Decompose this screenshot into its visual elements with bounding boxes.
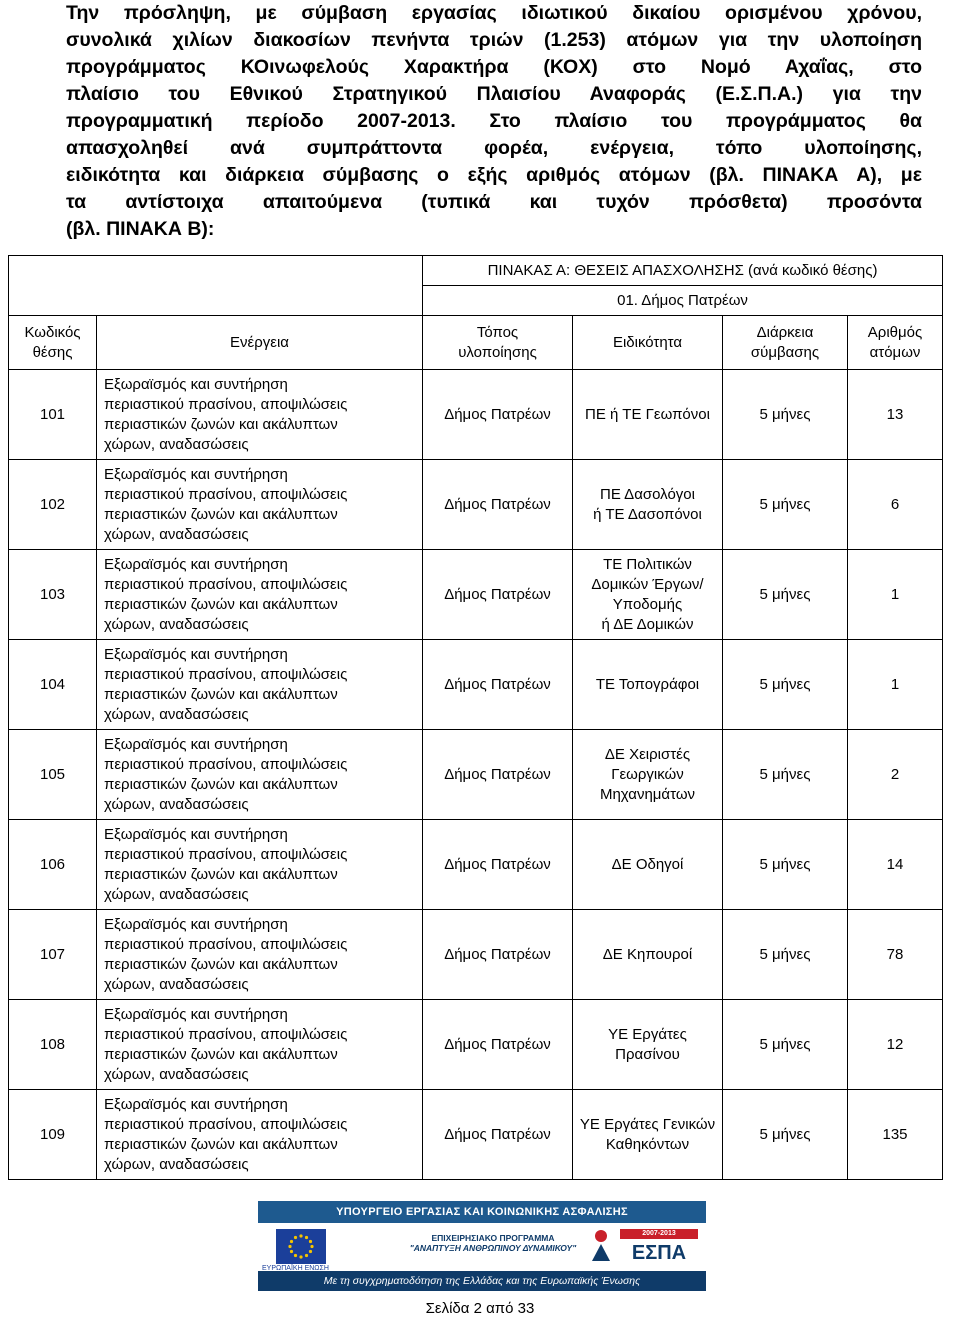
cell-activity-line: περιαστικών ζωνών και ακάλυπτων	[104, 1135, 338, 1153]
cell-activity	[97, 640, 423, 730]
cell-activity-line: Εξωραϊσμός και συντήρηση	[104, 915, 288, 933]
cell-activity	[97, 820, 423, 910]
cell-activity-line: Εξωραϊσμός και συντήρηση	[104, 645, 288, 663]
cell-code: 109	[9, 1090, 97, 1180]
cell-specialty	[573, 1000, 723, 1090]
positions-table	[8, 255, 943, 1180]
cell-specialty-line: Μηχανημάτων	[599, 785, 696, 803]
cell-specialty	[573, 820, 723, 910]
cell-location: Δήμος Πατρέων	[423, 370, 573, 460]
cell-persons: 14	[848, 820, 943, 910]
cell-specialty-line: ΠΕ Δασολόγοι	[600, 485, 695, 503]
cell-specialty	[573, 370, 723, 460]
eu-label: ΕΥΡΩΠΑΪΚΗ ΕΝΩΣΗ	[262, 1265, 329, 1272]
program-line-1: ΕΠΙΧΕΙΡΗΣΙΑΚΟ ΠΡΟΓΡΑΜΜΑ	[431, 1233, 555, 1243]
cell-duration: 5 μήνες	[723, 550, 848, 640]
logos-strip	[258, 1223, 706, 1271]
cell-location: Δήμος Πατρέων	[423, 1090, 573, 1180]
cell-activity-line: χώρων, αναδασώσεις	[104, 1155, 249, 1173]
espa-years: 2007-2013	[620, 1229, 698, 1239]
cell-persons: 6	[848, 460, 943, 550]
cell-specialty-line: ή ΤΕ Δασοπόνοι	[593, 505, 702, 523]
cell-location: Δήμος Πατρέων	[423, 730, 573, 820]
cell-specialty-line: Πρασίνου	[615, 1045, 680, 1063]
intro-line: ειδικότητα και διάρκεια σύμβασης ο εξής αριθμός ατόμων (βλ. ΠΙΝΑΚΑ Α), με	[66, 164, 922, 186]
cell-activity-line: περιαστικών ζωνών και ακάλυπτων	[104, 505, 338, 523]
table-corner-blank	[9, 256, 423, 316]
cell-activity-line: περιαστικού πρασίνου, αποψιλώσεις	[104, 755, 348, 773]
cell-activity-line: Εξωραϊσμός και συντήρηση	[104, 1095, 288, 1113]
cell-activity	[97, 370, 423, 460]
espa-logo	[620, 1229, 698, 1267]
table-row	[9, 1000, 943, 1090]
cell-persons: 2	[848, 730, 943, 820]
cell-code: 102	[9, 460, 97, 550]
intro-line: (βλ. ΠΙΝΑΚΑ Β):	[66, 218, 215, 240]
cell-specialty	[573, 1090, 723, 1180]
cell-code: 108	[9, 1000, 97, 1090]
cell-persons: 12	[848, 1000, 943, 1090]
cell-duration: 5 μήνες	[723, 1000, 848, 1090]
cell-location: Δήμος Πατρέων	[423, 910, 573, 1000]
cell-specialty-line: Δομικών Έργων/	[591, 575, 704, 593]
cell-persons: 13	[848, 370, 943, 460]
cell-activity-line: Εξωραϊσμός και συντήρηση	[104, 465, 288, 483]
cell-activity-line: χώρων, αναδασώσεις	[104, 705, 249, 723]
table-row	[9, 820, 943, 910]
cell-specialty-line: ΤΕ Τοπογράφοι	[595, 675, 700, 693]
cell-activity-line: περιαστικών ζωνών και ακάλυπτων	[104, 415, 338, 433]
cell-activity	[97, 1000, 423, 1090]
table-row	[9, 460, 943, 550]
intro-line: απασχοληθεί ανά συμπράττοντα φορέα, ενέργεια, τόπο υλοποίησης,	[66, 137, 922, 159]
table-subtitle: 01. Δήμος Πατρέων	[423, 286, 943, 316]
cell-duration: 5 μήνες	[723, 460, 848, 550]
cell-specialty-line: ή ΔΕ Δομικών	[601, 615, 694, 633]
cell-specialty-line: ΥΕ Εργάτες	[608, 1025, 687, 1043]
cell-persons: 1	[848, 550, 943, 640]
cell-activity-line: χώρων, αναδασώσεις	[104, 1065, 249, 1083]
cell-activity-line: περιαστικών ζωνών και ακάλυπτων	[104, 775, 338, 793]
cell-specialty	[573, 550, 723, 640]
cofinance-label: Με τη συγχρηματοδότηση της Ελλάδας και της Ευρωπαϊκής Ένωσης	[323, 1275, 641, 1287]
table-row	[9, 550, 943, 640]
cell-location: Δήμος Πατρέων	[423, 550, 573, 640]
table-row	[9, 640, 943, 730]
cell-activity-line: περιαστικών ζωνών και ακάλυπτων	[104, 1045, 338, 1063]
cell-duration: 5 μήνες	[723, 910, 848, 1000]
cell-persons: 78	[848, 910, 943, 1000]
cell-duration: 5 μήνες	[723, 820, 848, 910]
page-number: Σελίδα 2 από 33	[425, 1300, 535, 1317]
header-persons: Αριθμός ατόμων	[848, 316, 943, 370]
cell-activity-line: περιαστικών ζωνών και ακάλυπτων	[104, 955, 338, 973]
cell-specialty-line: ΠΕ ή ΤΕ Γεωπόνοι	[585, 405, 710, 423]
cell-activity-line: Εξωραϊσμός και συντήρηση	[104, 1005, 288, 1023]
cell-activity-line: Εξωραϊσμός και συντήρηση	[104, 735, 288, 753]
intro-line: Την πρόσληψη, με σύμβαση εργασίας ιδιωτικού δικαίου ορισμένου χρόνου,	[66, 2, 922, 24]
cell-activity	[97, 1090, 423, 1180]
cell-activity-line: περιαστικού πρασίνου, αποψιλώσεις	[104, 575, 348, 593]
cell-duration: 5 μήνες	[723, 1090, 848, 1180]
cell-activity-line: περιαστικού πρασίνου, αποψιλώσεις	[104, 485, 348, 503]
cell-activity-line: περιαστικού πρασίνου, αποψιλώσεις	[104, 935, 348, 953]
cell-code: 104	[9, 640, 97, 730]
cell-activity	[97, 460, 423, 550]
cell-duration: 5 μήνες	[723, 370, 848, 460]
cell-persons: 135	[848, 1090, 943, 1180]
esf-logo-icon	[588, 1227, 614, 1263]
cell-location: Δήμος Πατρέων	[423, 640, 573, 730]
intro-line: συνολικά χιλίων διακοσίων πενήντα τριών (1.253) ατόμων για την υλοποίηση	[66, 29, 922, 51]
cell-specialty-line: ΔΕ Κηπουροί	[602, 945, 693, 963]
table-header-row	[9, 316, 943, 370]
cell-location: Δήμος Πατρέων	[423, 820, 573, 910]
table-title: ΠΙΝΑΚΑΣ Α: ΘΕΣΕΙΣ ΑΠΑΣΧΟΛΗΣΗΣ (ανά κωδικό θέσης)	[423, 256, 943, 286]
program-name	[398, 1233, 588, 1253]
cell-activity	[97, 730, 423, 820]
cell-persons: 1	[848, 640, 943, 730]
table-row	[9, 1090, 943, 1180]
cell-specialty	[573, 730, 723, 820]
header-code: Κωδικός θέσης	[9, 316, 97, 370]
header-duration: Διάρκεια σύμβασης	[723, 316, 848, 370]
header-activity: Ενέργεια	[97, 316, 423, 370]
cell-code: 103	[9, 550, 97, 640]
cell-specialty-line: Καθηκόντων	[605, 1135, 690, 1153]
cell-activity-line: περιαστικών ζωνών και ακάλυπτων	[104, 685, 338, 703]
cell-code: 105	[9, 730, 97, 820]
cell-duration: 5 μήνες	[723, 640, 848, 730]
table-row	[9, 730, 943, 820]
cell-activity-line: περιαστικού πρασίνου, αποψιλώσεις	[104, 1025, 348, 1043]
cell-specialty-line: Γεωργικών	[611, 765, 684, 783]
intro-line: πλαίσιο του Εθνικού Στρατηγικού Πλαισίου Αναφοράς (Ε.Σ.Π.Α.) για την	[66, 83, 922, 105]
cell-activity-line: χώρων, αναδασώσεις	[104, 975, 249, 993]
cell-specialty	[573, 460, 723, 550]
eu-flag-icon	[276, 1229, 326, 1264]
program-line-2: "ΑΝΑΠΤΥΞΗ ΑΝΘΡΩΠΙΝΟΥ ΔΥΝΑΜΙΚΟΥ"	[409, 1243, 577, 1253]
cell-code: 101	[9, 370, 97, 460]
cell-activity-line: χώρων, αναδασώσεις	[104, 795, 249, 813]
cell-specialty	[573, 910, 723, 1000]
cell-specialty-line: ΤΕ Πολιτικών	[603, 555, 692, 573]
cell-specialty-line: ΔΕ Οδηγοί	[611, 855, 684, 873]
cell-location: Δήμος Πατρέων	[423, 1000, 573, 1090]
cell-activity	[97, 550, 423, 640]
table-row	[9, 370, 943, 460]
intro-line: τα αντίστοιχα απαιτούμενα (τυπικά και τυχόν πρόσθετα) προσόντα	[66, 191, 922, 213]
cell-activity-line: Εξωραϊσμός και συντήρηση	[104, 825, 288, 843]
cell-code: 107	[9, 910, 97, 1000]
header-specialty: Ειδικότητα	[573, 316, 723, 370]
cell-activity-line: περιαστικών ζωνών και ακάλυπτων	[104, 595, 338, 613]
cell-specialty-line: Υποδομής	[612, 595, 683, 613]
header-location: Τόπος υλοποίησης	[423, 316, 573, 370]
intro-line: προγράμματος ΚΟινωφελούς Χαρακτήρα (ΚΟΧ) στο Νομό Αχαΐας, στο	[66, 56, 922, 78]
cell-code: 106	[9, 820, 97, 910]
footer-banner	[258, 1201, 706, 1291]
cell-activity-line: περιαστικών ζωνών και ακάλυπτων	[104, 865, 338, 883]
cell-location: Δήμος Πατρέων	[423, 460, 573, 550]
cell-activity-line: Εξωραϊσμός και συντήρηση	[104, 375, 288, 393]
cell-activity-line: χώρων, αναδασώσεις	[104, 525, 249, 543]
cell-duration: 5 μήνες	[723, 730, 848, 820]
table-row	[9, 910, 943, 1000]
cell-activity-line: περιαστικού πρασίνου, αποψιλώσεις	[104, 1115, 348, 1133]
espa-name: ΕΣΠΑ	[631, 1242, 687, 1264]
cell-activity-line: περιαστικού πρασίνου, αποψιλώσεις	[104, 665, 348, 683]
intro-paragraph	[66, 0, 922, 243]
cell-activity	[97, 910, 423, 1000]
cell-activity-line: χώρων, αναδασώσεις	[104, 435, 249, 453]
ministry-label: ΥΠΟΥΡΓΕΙΟ ΕΡΓΑΣΙΑΣ ΚΑΙ ΚΟΙΝΩΝΙΚΗΣ ΑΣΦΑΛΙΣΗΣ	[258, 1201, 706, 1223]
cell-specialty-line: ΥΕ Εργάτες Γενικών	[579, 1115, 716, 1133]
cell-activity-line: Εξωραϊσμός και συντήρηση	[104, 555, 288, 573]
cell-activity-line: περιαστικού πρασίνου, αποψιλώσεις	[104, 845, 348, 863]
cell-activity-line: χώρων, αναδασώσεις	[104, 615, 249, 633]
intro-line: προγραμματική περίοδο 2007-2013. Στο πλαίσιο του προγράμματος θα	[66, 110, 922, 132]
cell-specialty-line: ΔΕ Χειριστές	[604, 745, 691, 763]
cell-activity-line: περιαστικού πρασίνου, αποψιλώσεις	[104, 395, 348, 413]
cell-specialty	[573, 640, 723, 730]
cell-activity-line: χώρων, αναδασώσεις	[104, 885, 249, 903]
